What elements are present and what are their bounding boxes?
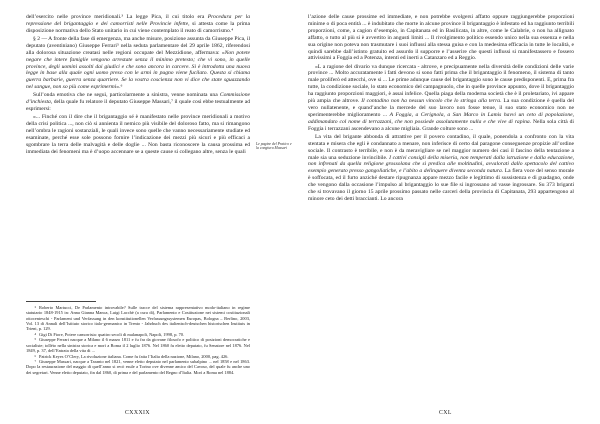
text-run: La legge Pica, il cui titolo era (123, 14, 208, 20)
text-run: ». (116, 84, 121, 91)
text-run: . Nella sola città di Foggia i terrazzani ascendevano a alcune migliaia. Grande colture sono ... (308, 118, 574, 132)
italic-text: I cattivi consigli della miseria, non temperati dalla istruzione e dalla educazione, non infrenati da quella religione grossolana che si predica alle moltitudini, avvalorati dallo spettacolo del cattivo esempio generato presso gangoliatiche, e l’abito a delinquere diventa seconda natura (308, 154, 574, 175)
page-number-right: CXL (439, 410, 452, 416)
text-run: ⁶ (120, 84, 123, 91)
text-run: «L a ragione del divario va dunque ricercata - altrove, e precipuamente nella diversità delle condizioni delle varie province ... Molto accuratamente i fatti devono si sono fatti prima che il brigantaggio il fenomeno, il sistema di tanto male proliferò ed attecchì, ove si ... Le prime adunque cause del brigantaggio sono le cause predisponenti. E, prima fra tutte, la condizione sociale, lo stato economico del campagnuolo, che in quelle province appunto, dove il brigantaggio ha raggiunto proporzioni maggiori, è assai infelice. Quella piaga della moderna società che è il proletariato, ivi appare più ampia che altrove. (308, 63, 574, 105)
text-run: ⁵ (116, 42, 119, 49)
paragraph (26, 36, 250, 91)
footnote-number: ⁶ (34, 353, 36, 359)
text-run: , della quale fu relatore il deputato Giuseppe Massari, (50, 99, 172, 106)
text-run: . La sua condizione è quella del vero nullatenente, e quand’anche la mercede del suo lavoro non fosse tenue, il suo stato economico non ne sperimenterebbe miglioramento ... (308, 98, 574, 118)
text-run: nella seduta parlamentare del 29 aprile 1862, riferendosi alla dolorosa situazione creatasi nelle regioni occupate del Mezzidione, affermava: « (26, 42, 250, 56)
footnote-number: ⁵ (34, 337, 36, 343)
paragraph (308, 134, 574, 203)
italic-text: Procedura per la repressione del brigantaggio e dei camorristi nelle Provincie infette (26, 14, 250, 27)
text-run: . La fiera voce del senso morale è soffocata, ed il furto anziché destare ripugnanza appare mezzo facile e legittimo di sussistenza e di guadagno, onde che vengono dalla occasione l’impulso al brigantaggio lo sue file si ingrossano ad vasse ingrossare. Su 373 briganti che si trovavano il giorno 15 aprile prossimo passato nelle carceri della provincia di Capitanata, 293 appartengono al minore ceto dei detti braccianti. Lo ancora (308, 168, 574, 202)
text-run: , si attesta come la prima disposizione normativa dello Stato unitario in cui viene contemplato il reato di camorrismo. (26, 20, 250, 34)
right-page (308, 14, 574, 416)
text-run: dell’esercito nelle province meridionali. (26, 14, 122, 20)
text-run: Sull’onda emotiva che ne seguì, particolarmente a sinistra, venne nominata una (33, 92, 220, 99)
footnote-number: ³ (34, 305, 36, 310)
marginal-note: Le pagine del Pratico e la congiura Massari (256, 142, 292, 151)
paragraph (308, 14, 574, 62)
footnote (26, 332, 250, 337)
footnote-text: Patrick Keyes O’Clery, La rivoluzione italiana. Come fu fatta l’Italia della nazione, Milano, 2000, pag. 426. (39, 353, 229, 359)
italic-text: Non potete negare che intere famiglie vengono arrestate senza il minimo pretesto; che vi sono, in quelle province, degli uomini assolti dai giudici e che sono ancora in carcere. Si è introdotta una nuova legge in base alla quale ogni uomo preso con le armi in pugno viene fucilato. Questa si chiama guerra barbarie, guerra senza quartiere. Se la vostra coscienza non vi dice che state sguazzando nel sangue, non so più come esprimermi (26, 49, 250, 91)
footnote-number: ⁴ (34, 331, 36, 337)
footnote-text: Gigi Di Fiore, Potere camorrista: quattro secoli di malanapoli, Napoli, 1998, p. 70. (39, 331, 185, 337)
left-page (26, 14, 292, 416)
paragraph (26, 14, 250, 35)
paragraph (26, 92, 250, 113)
paragraph (26, 114, 250, 155)
left-body-text (26, 14, 250, 157)
text-run: l’azione delle cause prossime ed immediate, e non potrebbe svolgersi affatto oppure raggiungerebbe proporzioni minime o di poca entità ... è indubitato che morte in alcune province il brigantaggio è infestato ed ha raggiunto terribili proporzioni, come, a cagion d’esempio, in Capitanata ed in Basilicata, in altre, come le Calabrie, o non ha allignato affatto, o tutto al più si è avvertito in angusti limiti ... Il rivolgimento politico essendo unico nella sua essenza e nella sua origine non poteva non trasmutare i suoi influssi alla stessa guisa e con la medesima efficacia in tutte le località, e quindi sarebbe dall’istinto gratuito ed assurdo il supporre e l’asserire che questi influssi si manifestassero e fossero attivissimi a Foggia ed a Potenza, intenti ed inerti a Catanzaro ed a Reggio. (308, 14, 574, 62)
footnote-text: Giuseppe Ferrari nacque a Milano il 6 marzo 1811 e fu fra da giovane filosofo e politico di posizioni democratiche e socialiste; tolléto nella sinistra storica e morì a Roma il 2 luglio 1876. Nel 1860 fu eletto deputato, fu Senatore nel 1876. Nel 1849, p. 37, dell’Entrata della vita di ... (26, 337, 250, 353)
page-number-left: CXXXIX (125, 410, 150, 416)
footnote (26, 305, 250, 331)
text-run: il quale così ebbe testualmente ad esprimersi: (26, 99, 250, 113)
footnote (26, 337, 250, 353)
footnotes (26, 305, 250, 375)
text-run: «... Finché con il dire che il brigantaggio sé è manifestato nelle province meridionali a motivo della crisi politica ..., non ciò si annienta il nemico più visibile del doloroso fatto, ma si rimangono nell’ombra le ragioni sostanziali, le quali invece sono quelle che vanno necessariamente studiate ed esaminate, perché esse sole possono fornire l’indicazione dei mezzi più sicuri e più efficaci a sgombrare la terra delle malvagità e delle doglie ... Non basta riconoscere la causa prossima ed immediata dei fenomeni ma è d’uopo accennare se a queste cause si collegano altre, senza le quali (26, 114, 250, 155)
text-run: ³ (121, 14, 124, 20)
right-body-text (308, 14, 574, 204)
italic-text: Il contadino non ha nessun vincolo che lo stringa alla terra (361, 98, 501, 105)
footnote-rule (26, 301, 96, 302)
text-run: La vita del brigante abbonda di attrattive per il povero contadino, il quale, ponendola a confronto con la vita stentata e misera che egli è condannato a menare, non inferisce di certo dal paragone conseguenze propizie all’ordine sociale. Il contrasto è terribile, e non è da meravigliare se nel maggior numero dei casi il fascino della tentazione a male sia una seduzione invincibile. (308, 133, 574, 161)
footnote-text: Giuseppe Massari, nacque a Taranto nel 1821, venne eletto deputato nel parlamento subalpino ... nel 1858 e nel 1863. Dopo la restaurazione del maggio di quell’anno si recò esule a Torino ove divenne amico del Cavour, del quale fu anche uno dei segretari. Venne eletto deputato, fin dal 1860, di prima e del parlamento del Regno d’Italia. Morì a Roma nel 1884. (26, 359, 250, 375)
footnote-number: ⁷ (34, 359, 36, 365)
text-run: ⁷ (171, 99, 174, 106)
text-run: § 2 — A fronte della fase di emergenza, ma anche misure, posizione assunta da Giuseppe Pica, il deputato (aventiniano) Giuseppe Ferrari (26, 35, 250, 49)
footnote (26, 359, 250, 375)
italic-text: Commissione d’inchiesta (26, 92, 250, 106)
footnote-text: Roberto Martucci, De Parlamento introvabile? Sulle tracce del sistema rappresentativo modo-italiano in regime statutario 1848-1915 in: Anna Gianna Manca, Luigi Lacchè (a cura di), Parlamento e Costituzione nei sistemi costituzionali ottocenteschi - Parlament und Verfassung in den konstitutionellen Verfassungssystemen Europas, Bologna – Berlino, 2003, Vol. 13 di Annali dell’Istituto storico italo-germanico in Trento - Jahrbuch des italienisch-deutschen historischen Instituts in Trient, p. 129. (26, 305, 250, 332)
footnote (26, 354, 250, 359)
italic-text: A Foggia, a Cerignola, a San Marco in Lamis havvi un ceto di popolazione, addimandato col nome di terrazzani, che non possiede assolutamente nulla e che vive di rapina (308, 111, 574, 125)
paragraph (308, 64, 574, 133)
text-run: ⁴ (231, 27, 234, 34)
